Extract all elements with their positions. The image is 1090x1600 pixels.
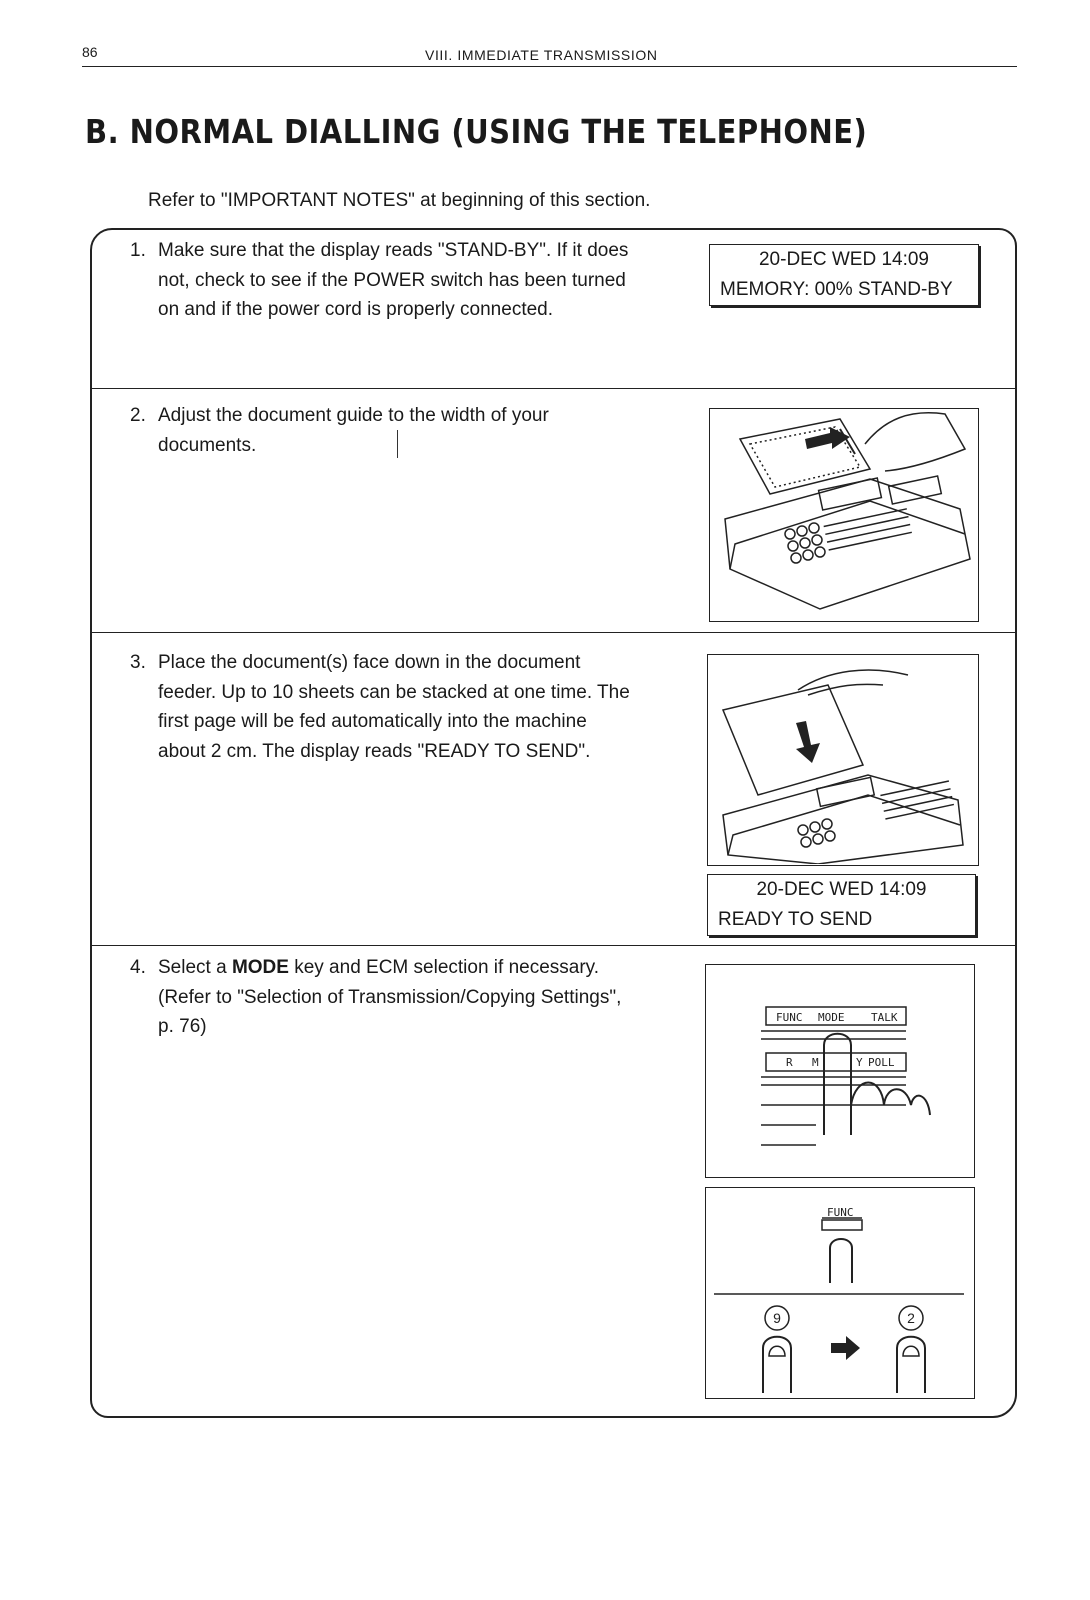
step-number: 2. [130,405,146,426]
key-func: FUNC [776,1011,803,1024]
step-4 [130,953,630,1042]
step-text: Make sure that the display reads "STAND-BY". If it does not, check to see if the POWER switch has been turned on and if the power cord is properly connected. [158,240,629,320]
step-divider [92,632,1016,633]
key-y: Y [856,1056,863,1069]
key-func: FUNC [827,1206,854,1219]
lcd-line-2: MEMORY: 00% STAND-BY [720,279,953,300]
step-text: Place the document(s) face down in the document feeder. Up to 10 sheets can be stacked at one time. The first page will be fed automatically into the machine about 2 cm. The display reads "READY TO SEND". [158,652,630,762]
func-and-digits-illustration [705,1187,975,1399]
arrow-right-icon [831,1336,860,1360]
step-number: 3. [130,652,146,673]
lcd-line-1: 20-DEC WED 14:09 [758,249,929,270]
lcd-line-2: READY TO SEND [718,909,873,930]
step-number: 4. [130,957,146,978]
mode-key-illustration [705,964,975,1178]
step-2 [130,401,630,460]
running-header: VIII. IMMEDIATE TRANSMISSION [425,47,658,63]
key-r: R [786,1056,793,1069]
step-divider [92,388,1016,389]
key-m: M [812,1056,819,1069]
fax-feed-illustration [707,654,979,866]
digit-key-9: 9 [773,1310,781,1326]
page-number: 86 [82,44,98,60]
step-text: Select a MODE key and ECM selection if necessary. (Refer to "Selection of Transmission/Copying Settings", p. 76) [158,957,622,1037]
step-3 [130,648,630,766]
header-rule [82,66,1017,67]
key-mode: MODE [818,1011,845,1024]
step-text: Adjust the document guide to the width of your documents. [158,405,549,456]
step-number: 1. [130,240,146,261]
step-1 [130,236,630,325]
key-poll: POLL [868,1056,895,1069]
lcd-display-standby [709,244,979,306]
cursor-mark [397,430,398,458]
digit-key-2: 2 [907,1310,915,1326]
mode-key-label: MODE [231,957,289,978]
key-talk: TALK [871,1011,898,1024]
intro-note: Refer to "IMPORTANT NOTES" at beginning of this section. [148,190,651,211]
lcd-line-1: 20-DEC WED 14:09 [756,879,927,900]
section-title: B. NORMAL DIALLING (USING THE TELEPHONE) [85,112,868,151]
step-divider [92,945,1016,946]
fax-guide-illustration [709,408,979,622]
lcd-display-ready [707,874,976,936]
